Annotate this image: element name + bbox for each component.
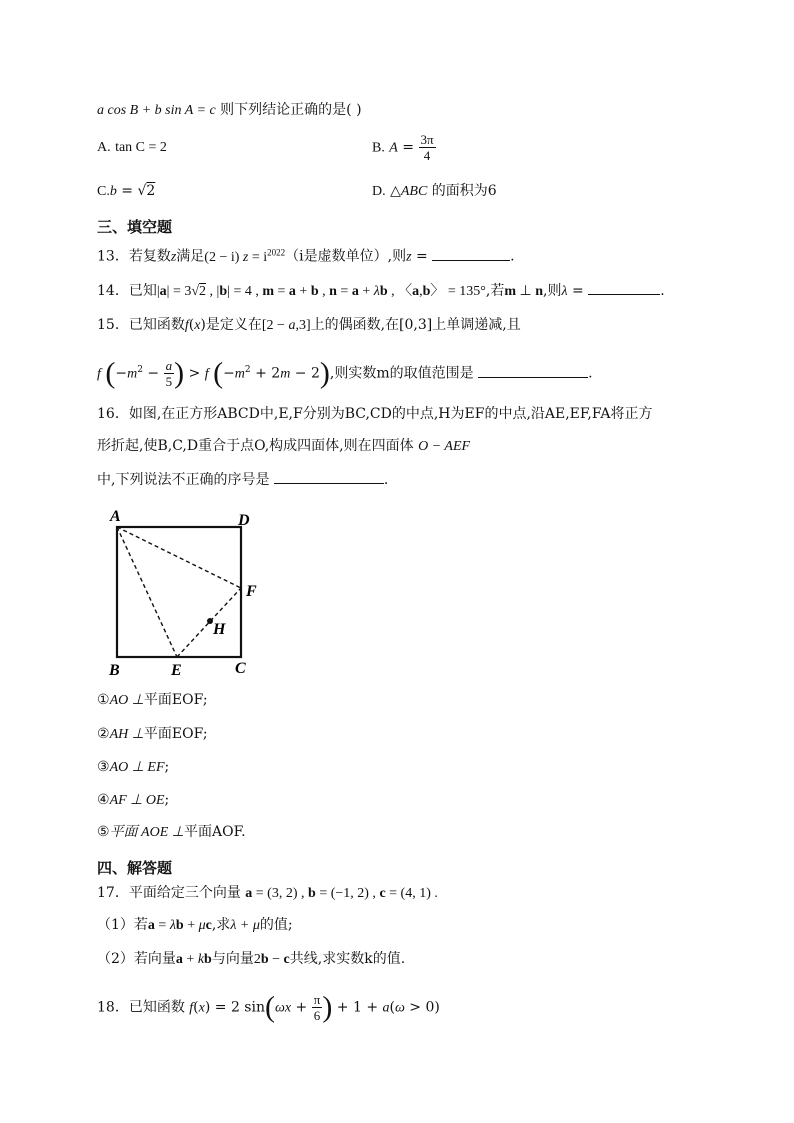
answer-blank[interactable] [478,363,588,378]
question-13: 13．若复数z满足(2 − i) $z = i^{2022}(i$是虚数单位）,则z = . [97,247,515,265]
q12-option-a: A. tan C = 2 [97,140,167,155]
q12-condition: a [97,103,104,118]
q12-option-d: D. △ABC 的面积为6 [372,183,497,199]
label-H: H [213,621,226,638]
label-B: B [109,662,120,679]
q12-stem-text: 则下列结论正确的是( ) [220,102,362,118]
question-15: 15．已知函数f(x)是定义在[2 − a,3]上的偶函数,在[0,3]上单调递减,且 [97,317,521,333]
answer-blank[interactable] [274,469,384,484]
label-D: D [238,512,250,529]
label-A: A [110,508,121,525]
question-16-line2: 形折起,使B,C,D重合于点O,构成四面体,则在四面体 O − AEF [97,438,471,454]
label-F: F [246,583,257,600]
question-15-inequality: f ($-m^2$ − $\frac{a}{5}$ ) > f $(-m^2 + 2m - 2)$,则实数m的取值范围是 . [97,356,593,390]
label-E: E [171,662,182,679]
q12-stem: a cos B + b sin A = c 则下列结论正确的是( ) [97,102,362,118]
question-16-line3: 中,下列说法不正确的序号是 . [97,469,388,490]
q16-item-2: ②AH ⊥平面EOF; [97,726,208,742]
answer-blank[interactable] [588,280,660,295]
question-16-line1: 16．如图,在正方形ABCD中,E,F分别为BC,CD的中点,H为EF的中点,沿AE,EF,FA将正方 [97,406,653,422]
answer-blank[interactable] [432,246,510,261]
question-17-part2: （2）若向量a + kb与向量2b − c共线,求实数k的值. [97,951,406,967]
question-17-part1: （1）若a = λb + μc,求λ + μ的值; [97,917,293,933]
q16-item-4: ④AF ⊥ OE; [97,792,170,808]
q16-item-1: ①AO ⊥平面EOF; [97,692,208,708]
q12-option-b: B. A = $\frac{3\pi}{4}$ [372,132,434,163]
q12-option-c: C.b = √2 [97,183,156,199]
section-title: 三、填空题 [97,218,173,236]
question-17: 17．平面给定三个向量 a = (3, 2) , b = (−1, 2) , c = (4, 1) . [97,885,438,901]
square-fold-figure [100,500,270,680]
question-14: 14．已知|a| = 3√2 , |b| = 4 , m = a + b , n = a + λb , 〈a,b〉 = 135°,若m ⊥ n,则λ = . [97,280,665,302]
section-title: 四、解答题 [97,859,173,877]
fraction-3pi-4: $\frac{3\pi}{4}$ [420,132,434,163]
q16-item-3: ③AO ⊥ EF; [97,759,170,775]
label-C: C [235,660,246,677]
question-18: 18．已知函数 f(x) = 2 sin(ωx + $\frac{\pi}{6}$ ) + 1 + a(ω > 0) [97,990,440,1024]
q16-item-5: ⑤平面 AOE ⊥平面AOF. [97,824,246,840]
